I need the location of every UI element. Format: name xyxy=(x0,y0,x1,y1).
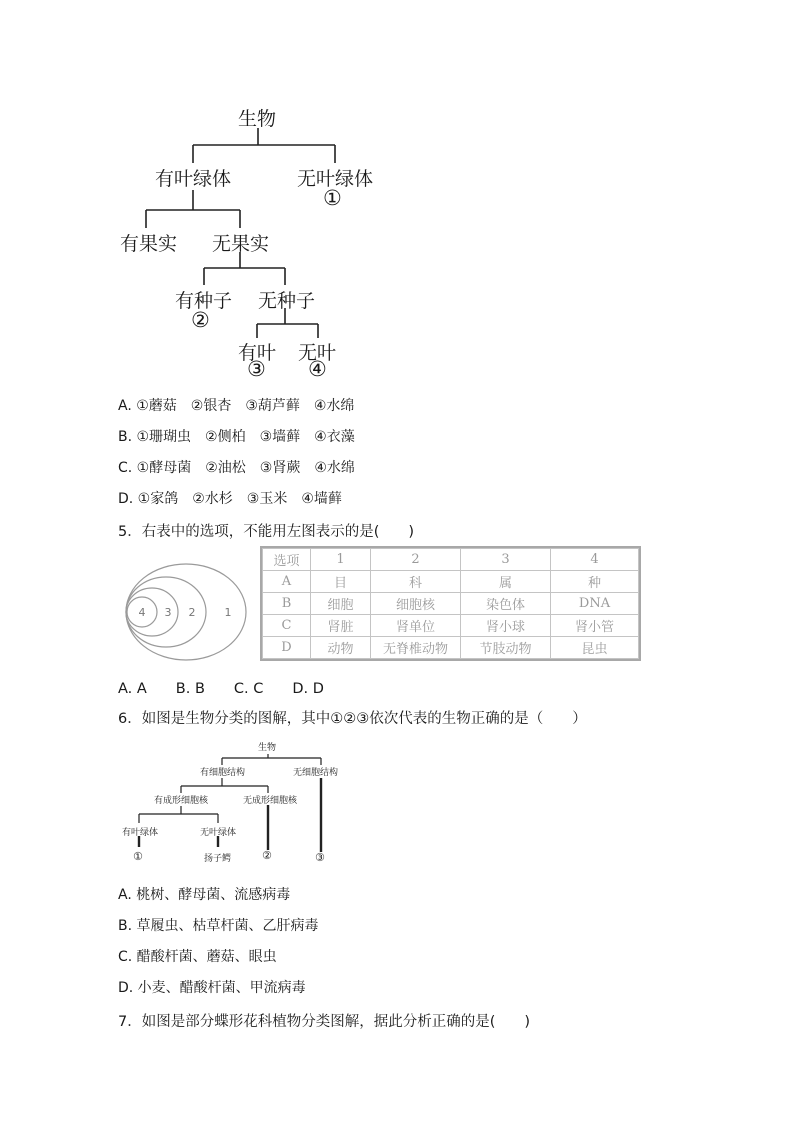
tree2-marker-2: ② xyxy=(262,849,272,862)
circle-label-3: 3 xyxy=(164,606,172,619)
table-cell: 动物 xyxy=(311,637,371,659)
node-has-fruit: 有果实 xyxy=(120,233,178,255)
marker-3: ③ xyxy=(247,357,266,381)
circle-label-4: 4 xyxy=(138,606,146,619)
table-cell: 无脊椎动物 xyxy=(371,637,461,659)
table-cell: 目 xyxy=(311,571,371,593)
node-has-leaf: 有叶 xyxy=(238,342,277,364)
nested-circles-diagram xyxy=(124,562,249,662)
table-cell: 肾小球 xyxy=(461,615,551,637)
q4-option-d: D. ①家鸽 ②水杉 ③玉米 ④墙藓 xyxy=(118,491,342,507)
tree2-marker-3: ③ xyxy=(315,851,325,864)
q4-option-c: C. ①酵母菌 ②油松 ③肾蕨 ④水绵 xyxy=(118,460,355,476)
node-has-seed: 有种子 xyxy=(175,290,233,312)
table-cell: 科 xyxy=(371,571,461,593)
table-row xyxy=(263,571,639,593)
q6-option-d: D. 小麦、醋酸杆菌、甲流病毒 xyxy=(118,980,306,996)
q6-option-b: B. 草履虫、枯草杆菌、乙肝病毒 xyxy=(118,918,319,934)
node-no-seed: 无种子 xyxy=(258,290,316,312)
table-header-row xyxy=(263,549,639,571)
q6-option-c: C. 醋酸杆菌、蘑菇、眼虫 xyxy=(118,949,277,965)
q5-table xyxy=(262,548,639,659)
tree2-no-cell: 无细胞结构 xyxy=(293,768,339,778)
circle-label-1: 1 xyxy=(224,606,232,619)
header-cell: 2 xyxy=(371,549,461,571)
table-cell: 节肢动物 xyxy=(461,637,551,659)
header-cell: 4 xyxy=(551,549,639,571)
tree2-root: 生物 xyxy=(258,743,277,753)
tree2-no-chloroplast: 无叶绿体 xyxy=(200,828,237,838)
marker-2: ② xyxy=(191,308,210,332)
tree2-no-nucleus: 无成形细胞核 xyxy=(243,796,298,806)
tree2-has-nucleus: 有成形细胞核 xyxy=(154,796,209,806)
q6-question: 6．如图是生物分类的图解，其中①②③依次代表的生物正确的是（ ） xyxy=(118,711,587,727)
table-cell: 细胞 xyxy=(311,593,371,615)
table-row xyxy=(263,637,639,659)
node-no-fruit: 无果实 xyxy=(212,233,270,255)
tree-root: 生物 xyxy=(238,108,277,130)
q5-answers: A. A B. B C. C D. D xyxy=(118,681,324,697)
table-cell: 昆虫 xyxy=(551,637,639,659)
q4-option-a: A. ①蘑菇 ②银杏 ③葫芦藓 ④水绵 xyxy=(118,398,355,414)
marker-4: ④ xyxy=(308,357,327,381)
table-row xyxy=(263,615,639,637)
marker-1: ① xyxy=(323,186,342,210)
table-cell: 细胞核 xyxy=(371,593,461,615)
table-cell: D xyxy=(263,637,311,659)
table-cell: DNA xyxy=(551,593,639,615)
table-cell: 肾脏 xyxy=(311,615,371,637)
q6-option-a: A. 桃树、酵母菌、流感病毒 xyxy=(118,887,291,903)
header-cell: 选项 xyxy=(263,549,311,571)
table-cell: 肾小管 xyxy=(551,615,639,637)
table-cell: C xyxy=(263,615,311,637)
tree2-marker-1: ① xyxy=(133,850,143,863)
header-cell: 3 xyxy=(461,549,551,571)
table-cell: A xyxy=(263,571,311,593)
node-no-chloroplast: 无叶绿体 xyxy=(297,168,374,190)
q4-option-b: B. ①珊瑚虫 ②侧柏 ③墙藓 ④衣藻 xyxy=(118,429,355,445)
tree-2-lines xyxy=(0,735,794,870)
q5-table-frame xyxy=(260,546,641,661)
header-cell: 1 xyxy=(311,549,371,571)
tree2-yangzi-alligator: 扬子鳄 xyxy=(204,854,232,864)
node-has-chloroplast: 有叶绿体 xyxy=(155,168,232,190)
table-cell: 属 xyxy=(461,571,551,593)
table-cell: 肾单位 xyxy=(371,615,461,637)
table-row xyxy=(263,593,639,615)
table-cell: 种 xyxy=(551,571,639,593)
tree2-has-chloroplast: 有叶绿体 xyxy=(122,828,159,838)
tree2-has-cell: 有细胞结构 xyxy=(200,768,246,778)
table-cell: 染色体 xyxy=(461,593,551,615)
q5-question: 5．右表中的选项，不能用左图表示的是( ) xyxy=(118,524,415,540)
q7-question: 7．如图是部分蝶形花科植物分类图解，据此分析正确的是( ) xyxy=(118,1014,531,1030)
table-cell: B xyxy=(263,593,311,615)
node-no-leaf: 无叶 xyxy=(298,342,337,364)
tree-1-lines xyxy=(0,0,794,400)
circle-label-2: 2 xyxy=(188,606,196,619)
